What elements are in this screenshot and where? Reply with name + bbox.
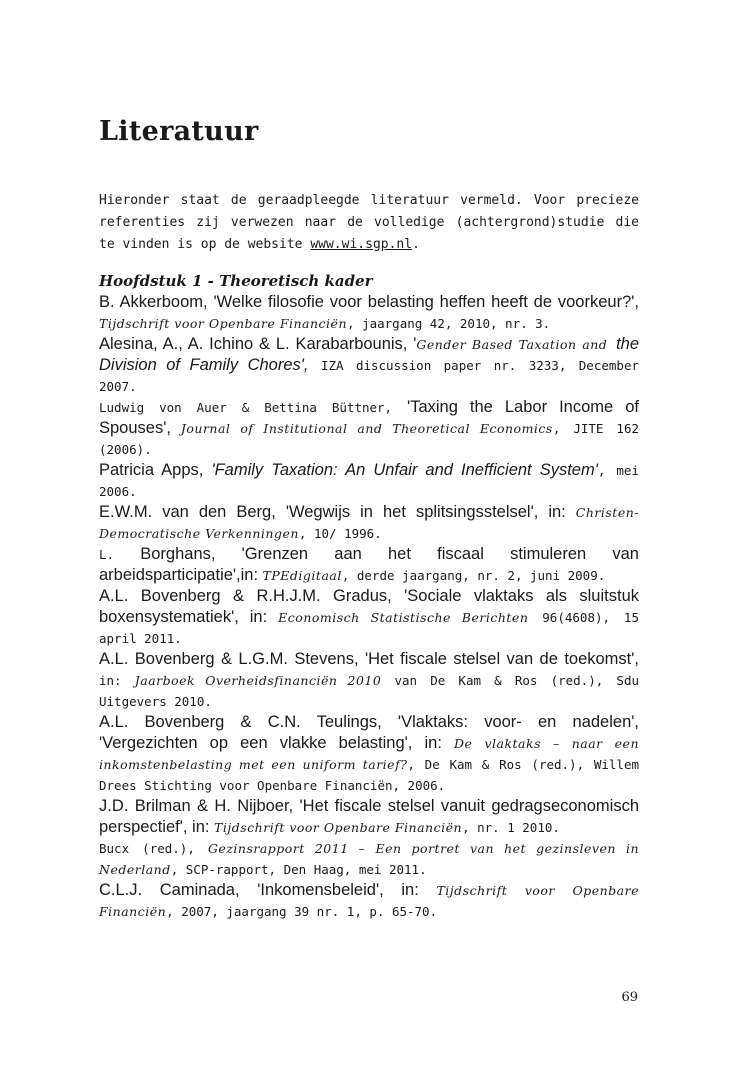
reference-journal: Tijdschrift voor Openbare Financiën xyxy=(214,820,463,835)
page-title: Literatuur xyxy=(99,116,259,147)
reference-author: Bucx (red.), xyxy=(99,841,208,856)
reference-title: 'Taxing the Labor Income of Spouses', xyxy=(99,398,639,437)
reference-journal: Tijdschrift voor Openbare Financiën xyxy=(99,883,639,919)
reference-author-title: A.L. Bovenberg & R.H.J.M. Gradus, 'Sociale vlaktaks als sluitstuk boxensystematiek', in: xyxy=(99,587,639,626)
reference-journal: Gezinsrapport 2011 – Een portret van het gezinsleven in Nederland xyxy=(99,841,639,877)
reference-item xyxy=(99,838,639,880)
reference-author-title: J.D. Brilman & H. Nijboer, 'Het fiscale stelsel vanuit gedragseconomisch perspectief', in: xyxy=(99,797,639,836)
reference-journal: Christen-Democratische Verkenningen xyxy=(99,505,639,541)
reference-details: , jaargang 42, 2010, nr. 3. xyxy=(347,316,551,331)
intro-end: . xyxy=(412,237,420,252)
reference-item xyxy=(99,712,639,796)
reference-item xyxy=(99,334,639,397)
reference-author-title: Borghans, 'Grenzen aan het fiscaal stimuleren van arbeidsparticipatie',in: xyxy=(99,545,639,584)
reference-item xyxy=(99,586,639,649)
reference-author-title: A.L. Bovenberg & C.N. Teulings, 'Vlaktaks: voor- en nadelen', 'Vergezichten op een vlakke belasting', in: xyxy=(99,713,639,752)
reference-journal: Gender Based Taxation and xyxy=(416,337,608,352)
reference-text: in: xyxy=(99,673,135,688)
reference-item xyxy=(99,649,639,712)
reference-author-title: E.W.M. van den Berg, 'Wegwijs in het splitsingsstelsel', in: xyxy=(99,503,576,521)
reference-author-title: C.L.J. Caminada, 'Inkomensbeleid', in: xyxy=(99,881,437,899)
reference-initial: L. xyxy=(99,547,115,562)
reference-item xyxy=(99,502,639,544)
reference-details: , mei 2006. xyxy=(99,463,639,499)
reference-item xyxy=(99,397,639,460)
intro-text: Hieronder staat de geraadpleegde literatuur vermeld. Voor precieze referenties zij verwezen naar de volledige (achtergrond)studie die te vinden is op de website xyxy=(99,193,639,252)
reference-details: , 2007, jaargang 39 nr. 1, p. 65-70. xyxy=(166,904,438,919)
reference-journal: TPEdigitaal xyxy=(258,568,342,583)
reference-author-title: B. Akkerboom, 'Welke filosofie voor belasting heffen heeft de voorkeur?', xyxy=(99,293,639,311)
reference-journal: Tijdschrift voor Openbare Financiën xyxy=(99,316,348,331)
reference-details: 96(4608), 15 april 2011. xyxy=(99,610,639,646)
reference-details: , nr. 1 2010. xyxy=(462,820,560,835)
reference-item xyxy=(99,880,639,922)
reference-author-title: Alesina, A., A. Ichino & L. Karabarbounis, ' xyxy=(99,335,417,353)
reference-author: Patricia Apps, xyxy=(99,461,212,479)
reference-journal: De vlaktaks – naar een inkomstenbelasting met een uniform tarief? xyxy=(99,736,639,772)
reference-item xyxy=(99,796,639,838)
reference-details: , SCP-rapport, Den Haag, mei 2011. xyxy=(170,862,427,877)
reference-author-title: A.L. Bovenberg & L.G.M. Stevens, 'Het fiscale stelsel van de toekomst', xyxy=(99,650,639,668)
section-heading: Hoofdstuk 1 - Theoretisch kader xyxy=(99,272,373,290)
intro-paragraph xyxy=(99,190,639,256)
reference-details: , derde jaargang, nr. 2, juni 2009. xyxy=(341,568,606,583)
page-number: 69 xyxy=(621,990,638,1005)
reference-author: Ludwig von Auer & Bettina Büttner, xyxy=(99,400,408,415)
reference-details: van De Kam & Ros (red.), Sdu Uitgevers 2010. xyxy=(99,673,639,709)
website-link[interactable]: www.wi.sgp.nl xyxy=(310,237,413,252)
reference-journal: Economisch Statistische Berichten xyxy=(278,610,529,625)
reference-journal: Journal of Institutional and Theoretical Economics xyxy=(170,421,553,436)
reference-item xyxy=(99,460,639,502)
reference-item xyxy=(99,292,639,334)
reference-details: IZA discussion paper nr. 3233, December 2007. xyxy=(99,358,639,394)
reference-title: 'Family Taxation: An Unfair and Inefficient System' xyxy=(211,461,598,479)
reference-item xyxy=(99,544,639,586)
reference-list xyxy=(99,270,639,922)
reference-details: , De Kam & Ros (red.), Willem Drees Stichting voor Openbare Financiën, 2006. xyxy=(99,757,639,793)
reference-details: , 10/ 1996. xyxy=(298,526,382,541)
reference-details: , JITE 162 (2006). xyxy=(99,421,639,457)
reference-journal: Jaarboek Overheidsfinanciën 2010 xyxy=(134,673,382,688)
reference-title: the Division of Family Chores', xyxy=(99,335,639,374)
